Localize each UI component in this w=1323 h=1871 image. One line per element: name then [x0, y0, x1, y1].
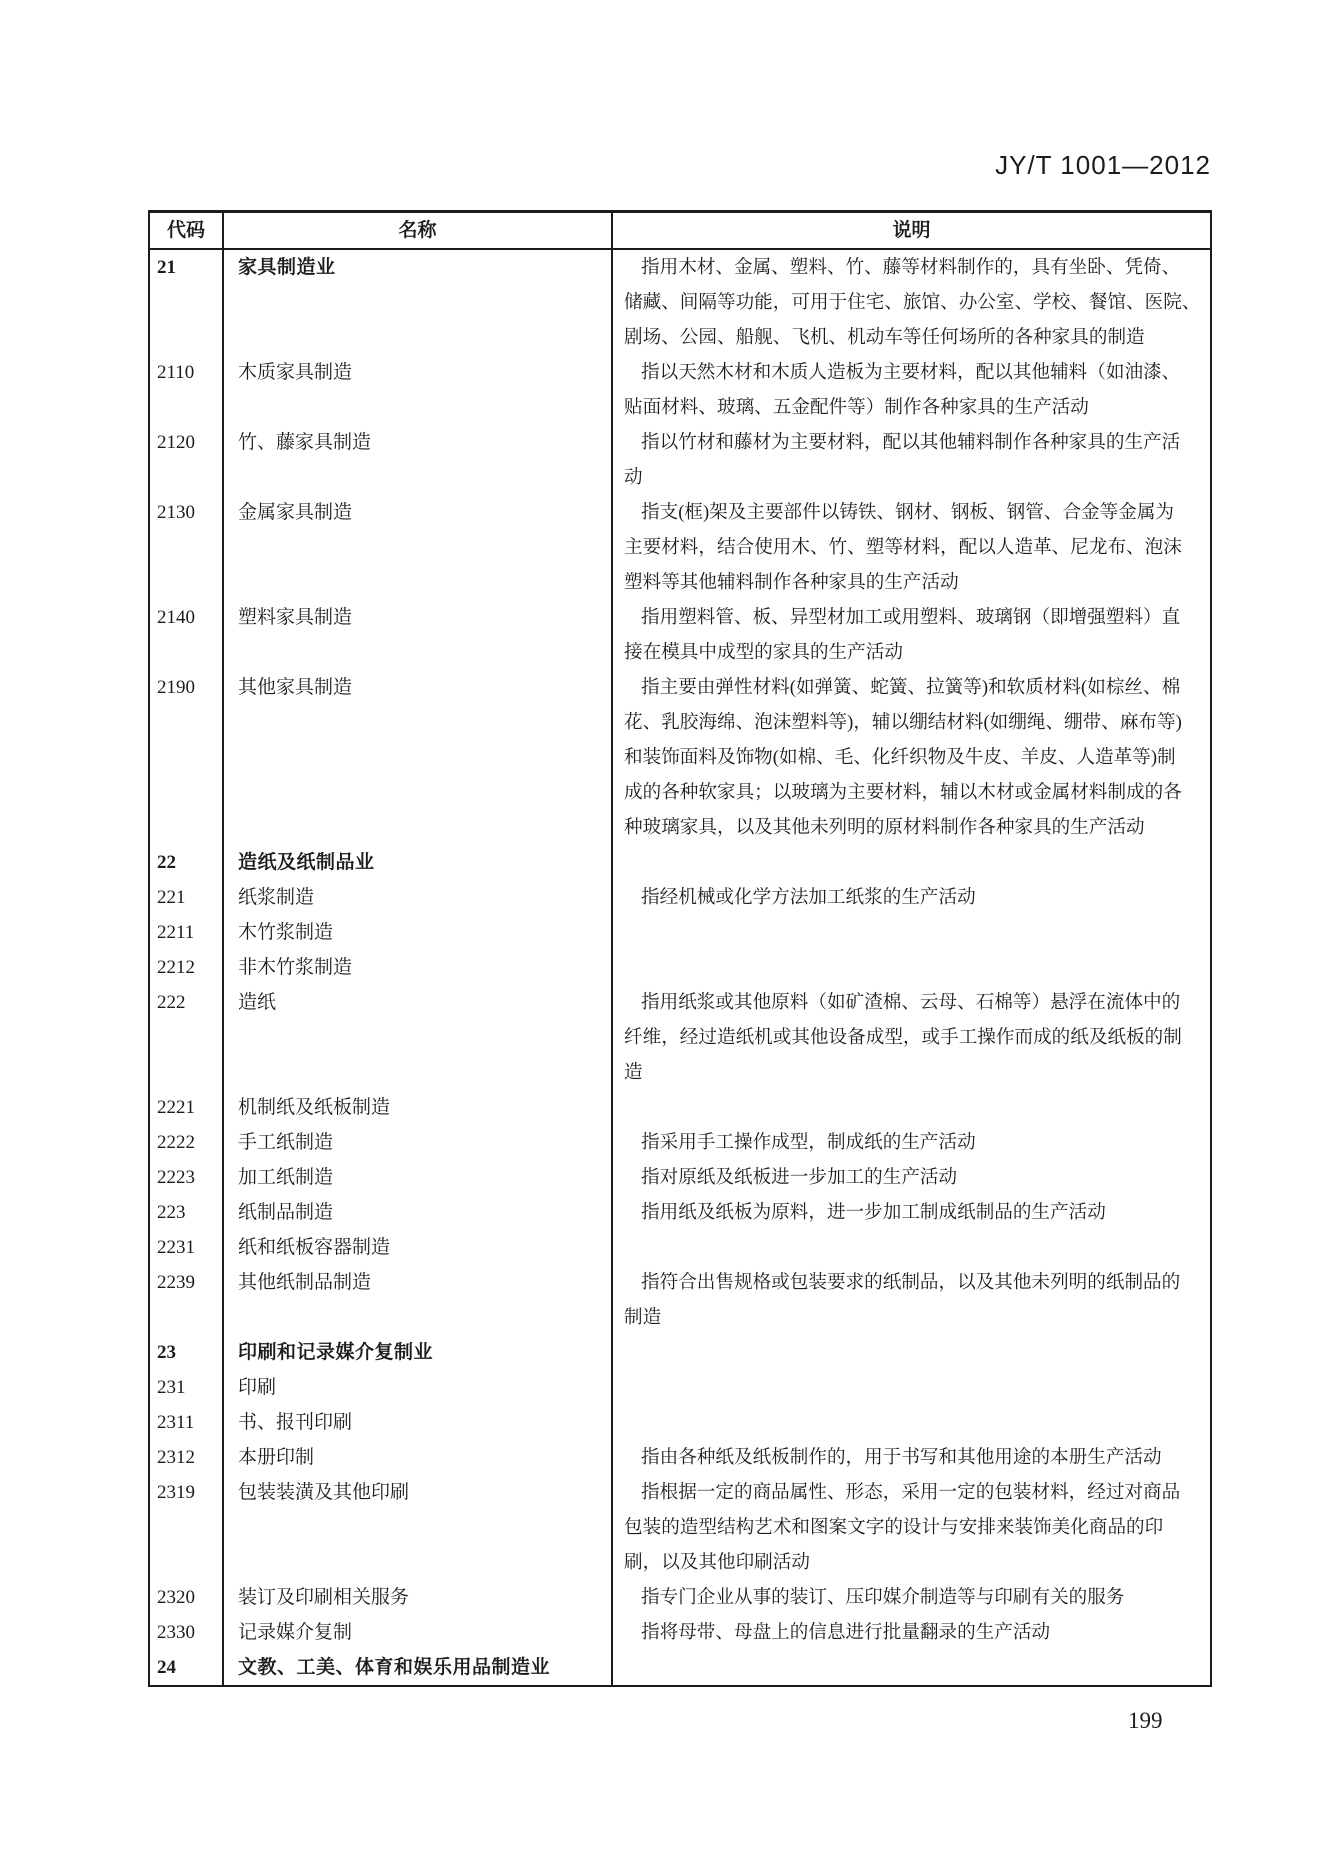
table-row	[150, 1440, 1210, 1475]
description-cell	[613, 1615, 1210, 1650]
name-cell: 塑料家具制造	[224, 600, 613, 670]
name-cell: 印刷	[224, 1370, 613, 1405]
description-line: 和装饰面料及饰物(如棉、毛、化纤织物及牛皮、羊皮、人造革等)制	[624, 747, 1176, 768]
description-line: 指采用手工操作成型，制成纸的生产活动	[641, 1132, 976, 1153]
description-line: 指经机械或化学方法加工纸浆的生产活动	[641, 887, 976, 908]
code-cell: 2312	[150, 1440, 224, 1475]
description-line: 指对原纸及纸板进一步加工的生产活动	[641, 1167, 958, 1188]
table-row	[150, 1405, 1210, 1440]
description-cell	[613, 1370, 1210, 1405]
description-cell	[613, 915, 1210, 950]
table-row	[150, 1580, 1210, 1615]
description-line: 纤维，经过造纸机或其他设备成型，或手工操作而成的纸及纸板的制	[624, 1027, 1182, 1048]
table-row	[150, 670, 1210, 845]
table-row	[150, 1125, 1210, 1160]
description-line: 指专门企业从事的装订、压印媒介制造等与印刷有关的服务	[641, 1587, 1125, 1608]
name-cell: 印刷和记录媒介复制业	[224, 1335, 613, 1370]
description-cell	[613, 355, 1210, 425]
description-cell	[613, 1405, 1210, 1440]
description-cell	[613, 250, 1210, 355]
name-cell: 手工纸制造	[224, 1125, 613, 1160]
name-cell: 金属家具制造	[224, 495, 613, 600]
description-cell	[613, 1265, 1210, 1335]
description-cell	[613, 1160, 1210, 1195]
name-cell: 书、报刊印刷	[224, 1405, 613, 1440]
name-cell: 造纸	[224, 985, 613, 1090]
name-cell: 纸制品制造	[224, 1195, 613, 1230]
code-cell: 223	[150, 1195, 224, 1230]
table-row	[150, 425, 1210, 495]
code-cell: 23	[150, 1335, 224, 1370]
description-line: 储藏、间隔等功能，可用于住宅、旅馆、办公室、学校、餐馆、医院、	[624, 292, 1201, 313]
table-body	[150, 250, 1210, 1685]
description-cell	[613, 950, 1210, 985]
code-cell: 2190	[150, 670, 224, 845]
description-cell	[613, 495, 1210, 600]
description-cell	[613, 1090, 1210, 1125]
description-line: 主要材料，结合使用木、竹、塑等材料，配以人造革、尼龙布、泡沫	[624, 537, 1182, 558]
code-cell: 222	[150, 985, 224, 1090]
description-line: 指以天然木材和木质人造板为主要材料，配以其他辅料（如油漆、	[641, 362, 1181, 383]
description-cell	[613, 1650, 1210, 1685]
description-line: 指以竹材和藤材为主要材料，配以其他辅料制作各种家具的生产活	[641, 432, 1181, 453]
page-number: 199	[1128, 1708, 1163, 1733]
name-cell: 加工纸制造	[224, 1160, 613, 1195]
name-cell: 纸和纸板容器制造	[224, 1230, 613, 1265]
description-cell	[613, 1335, 1210, 1370]
description-cell	[613, 670, 1210, 845]
name-cell: 木质家具制造	[224, 355, 613, 425]
description-line: 指符合出售规格或包装要求的纸制品，以及其他未列明的纸制品的	[641, 1272, 1181, 1293]
description-line: 接在模具中成型的家具的生产活动	[624, 642, 903, 663]
description-line: 贴面材料、玻璃、五金配件等）制作各种家具的生产活动	[624, 397, 1089, 418]
description-cell	[613, 1195, 1210, 1230]
header-cell-name: 名称	[224, 213, 613, 248]
description-cell	[613, 845, 1210, 880]
table-header-row	[150, 213, 1210, 250]
description-cell	[613, 1580, 1210, 1615]
table-row	[150, 1335, 1210, 1370]
description-line: 动	[624, 467, 643, 488]
code-cell: 2130	[150, 495, 224, 600]
description-cell	[613, 425, 1210, 495]
description-line: 指主要由弹性材料(如弹簧、蛇簧、拉簧等)和软质材料(如棕丝、棉	[641, 677, 1181, 698]
code-cell: 24	[150, 1650, 224, 1685]
description-line: 造	[624, 1062, 643, 1083]
header-cell-code: 代码	[150, 213, 224, 248]
name-cell: 纸浆制造	[224, 880, 613, 915]
description-line: 刷，以及其他印刷活动	[624, 1552, 810, 1573]
description-line: 指将母带、母盘上的信息进行批量翻录的生产活动	[641, 1622, 1051, 1643]
description-cell	[613, 1440, 1210, 1475]
table-row	[150, 355, 1210, 425]
description-line: 包装的造型结构艺术和图案文字的设计与安排来装饰美化商品的印	[624, 1517, 1164, 1538]
code-cell: 231	[150, 1370, 224, 1405]
table-row	[150, 985, 1210, 1090]
code-cell: 2320	[150, 1580, 224, 1615]
code-cell: 2110	[150, 355, 224, 425]
table-row	[150, 250, 1210, 355]
description-line: 指支(框)架及主要部件以铸铁、钢材、钢板、钢管、合金等金属为	[641, 502, 1175, 523]
table-row	[150, 1475, 1210, 1580]
code-cell: 2311	[150, 1405, 224, 1440]
name-cell: 包装装潢及其他印刷	[224, 1475, 613, 1580]
name-cell: 记录媒介复制	[224, 1615, 613, 1650]
table-row	[150, 1160, 1210, 1195]
name-cell: 装订及印刷相关服务	[224, 1580, 613, 1615]
table-row	[150, 915, 1210, 950]
name-cell: 其他家具制造	[224, 670, 613, 845]
code-cell: 2223	[150, 1160, 224, 1195]
header-cell-description: 说明	[892, 220, 931, 241]
description-cell	[613, 1475, 1210, 1580]
description-line: 剧场、公园、船舰、飞机、机动车等任何场所的各种家具的制造	[624, 327, 1145, 348]
description-cell	[613, 880, 1210, 915]
code-cell: 2231	[150, 1230, 224, 1265]
code-cell: 2211	[150, 915, 224, 950]
code-cell: 221	[150, 880, 224, 915]
code-cell: 2120	[150, 425, 224, 495]
description-line: 指由各种纸及纸板制作的，用于书写和其他用途的本册生产活动	[641, 1447, 1162, 1468]
table-row	[150, 600, 1210, 670]
description-cell	[613, 600, 1210, 670]
name-cell: 竹、藤家具制造	[224, 425, 613, 495]
description-line: 种玻璃家具，以及其他未列明的原材料制作各种家具的生产活动	[624, 817, 1145, 838]
code-cell: 2221	[150, 1090, 224, 1125]
code-cell: 21	[150, 250, 224, 355]
table-row	[150, 1230, 1210, 1265]
code-cell: 2140	[150, 600, 224, 670]
description-line: 花、乳胶海绵、泡沫塑料等)，辅以绷结材料(如绷绳、绷带、麻布等)	[624, 712, 1182, 733]
code-cell: 2212	[150, 950, 224, 985]
description-line: 指用塑料管、板、异型材加工或用塑料、玻璃钢（即增强塑料）直	[641, 607, 1181, 628]
name-cell: 机制纸及纸板制造	[224, 1090, 613, 1125]
description-cell	[613, 1230, 1210, 1265]
name-cell: 木竹浆制造	[224, 915, 613, 950]
code-cell: 22	[150, 845, 224, 880]
description-line: 指用纸浆或其他原料（如矿渣棉、云母、石棉等）悬浮在流体中的	[641, 992, 1181, 1013]
code-cell: 2239	[150, 1265, 224, 1335]
description-line: 成的各种软家具；以玻璃为主要材料，辅以木材或金属材料制成的各	[624, 782, 1182, 803]
name-cell: 其他纸制品制造	[224, 1265, 613, 1335]
table-row	[150, 1650, 1210, 1685]
table-row	[150, 495, 1210, 600]
table-row	[150, 1370, 1210, 1405]
table-row	[150, 1265, 1210, 1335]
name-cell: 文教、工美、体育和娱乐用品制造业	[224, 1650, 613, 1685]
description-line: 制造	[624, 1307, 662, 1328]
name-cell: 非木竹浆制造	[224, 950, 613, 985]
table-row	[150, 1195, 1210, 1230]
description-line: 指用纸及纸板为原料，进一步加工制成纸制品的生产活动	[641, 1202, 1106, 1223]
description-line: 塑料等其他辅料制作各种家具的生产活动	[624, 572, 959, 593]
table-row	[150, 950, 1210, 985]
code-cell: 2319	[150, 1475, 224, 1580]
classification-table	[148, 210, 1212, 1687]
name-cell: 本册印制	[224, 1440, 613, 1475]
table-row	[150, 1615, 1210, 1650]
code-cell: 2330	[150, 1615, 224, 1650]
doc-number: JY/T 1001—2012	[995, 150, 1211, 180]
description-cell	[613, 1125, 1210, 1160]
table-row	[150, 845, 1210, 880]
description-line: 指用木材、金属、塑料、竹、藤等材料制作的，具有坐卧、凭倚、	[641, 257, 1181, 278]
table-row	[150, 880, 1210, 915]
name-cell: 家具制造业	[224, 250, 613, 355]
table-row	[150, 1090, 1210, 1125]
code-cell: 2222	[150, 1125, 224, 1160]
description-line: 指根据一定的商品属性、形态，采用一定的包装材料，经过对商品	[641, 1482, 1181, 1503]
name-cell: 造纸及纸制品业	[224, 845, 613, 880]
description-cell	[613, 985, 1210, 1090]
